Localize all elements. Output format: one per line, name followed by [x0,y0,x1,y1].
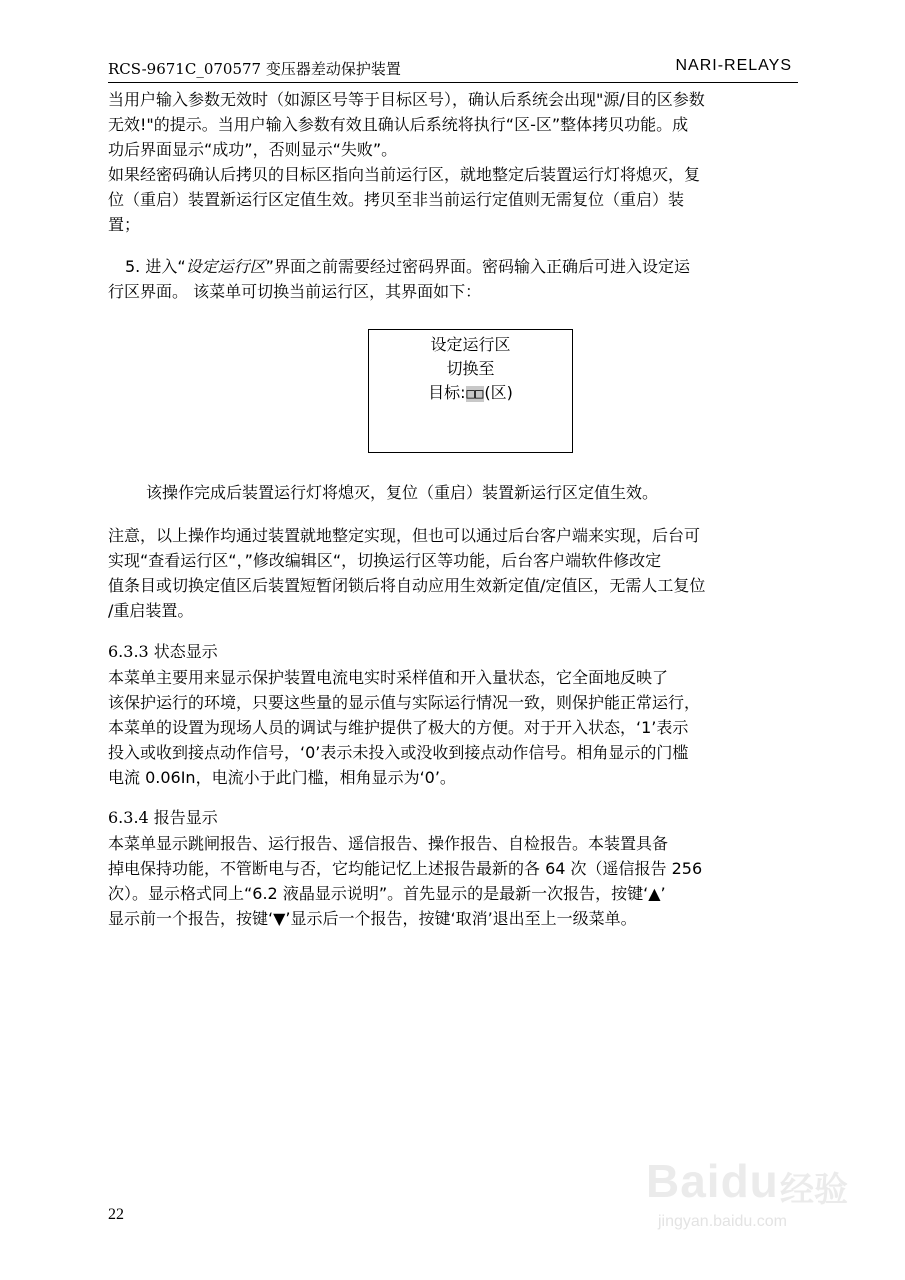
para1-line-3: 功后界面显示“成功”，否则显示“失败”。 [108,140,398,159]
sec634-line-1: 本菜单显示跳闸报告、运行报告、遥信报告、操作报告、自检报告。本装置具备 [108,834,669,853]
para1-line-2: 无效!"的提示。当用户输入参数有效且确认后系统将执行“区-区”整体拷贝功能。成 [108,115,689,134]
section-6-3-3-heading: 6.3.3 状态显示 [108,642,218,661]
para2-line-3: 置； [108,215,141,234]
sec633-line-3: 本菜单的设置为现场人员的调试与维护提供了极大的方便。对于开入状态，‘1’表示 [108,718,689,737]
item5-line-2: 行区界面。 该菜单可切换当前运行区，其界面如下： [108,282,482,301]
watermark-url: jingyan.baidu.com [658,1213,787,1230]
sec633-line-4: 投入或收到接点动作信号，‘0’表示未投入或没收到接点动作信号。相角显示的门槛 [108,743,689,762]
baidu-watermark [628,1140,858,1240]
note-line-3: 值条目或切换定值区后装置短暂闭锁后将自动应用生效新定值/定值区，无需人工复位 [108,576,706,595]
lcd-line-2: 切换至 [446,359,495,378]
lcd-title: 设定运行区 [430,335,511,354]
sec634-line-2: 掉电保持功能，不管断电与否，它均能记忆上述报告最新的各 64 次（遥信报告 256 [108,859,703,878]
watermark-jingyan-text: 经验 [780,1170,848,1210]
section-6-3-4-heading: 6.3.4 报告显示 [108,808,218,827]
lcd-target-row: 目标:□□(区) [428,383,513,402]
sec634-line-3: 次）。显示格式同上“6.2 液晶显示说明”。首先显示的是最新一次报告，按键‘▲’ [108,884,666,903]
header-document-title: RCS-9671C_070577 变压器差动保护装置 [108,60,401,78]
note-line-1: 注意，以上操作均通过装置就地整定实现，但也可以通过后台客户端来实现，后台可 [108,526,701,545]
item5-line-1: 5. 进入“设定运行区”界面之前需要经过密码界面。密码输入正确后可进入设定运 [125,257,690,276]
header-company: NARI-RELAYS [675,57,792,74]
para1-line-1: 当用户输入参数无效时（如源区号等于目标区号），确认后系统会出现"源/目的区参数 [108,90,705,109]
note-line-2: 实现“查看运行区“，”修改编辑区“，切换运行区等功能，后台客户端软件修改定 [108,551,662,570]
sec634-line-4: 显示前一个报告，按键‘▼’显示后一个报告，按键‘取消’退出至上一级菜单。 [108,909,637,928]
page-number: 22 [108,1206,124,1223]
page-header [108,56,798,83]
para2-line-1: 如果经密码确认后拷贝的目标区指向当前运行区，就地整定后装置运行灯将熄灭，复 [108,165,701,184]
para2-line-2: 位（重启）装置新运行区定值生效。拷贝至非当前运行定值则无需复位（重启）装 [108,190,685,209]
sec633-line-2: 该保护运行的环境，只要这些量的显示值与实际运行情况一致，则保护能正常运行， [108,693,701,712]
item5-italic-term: 设定运行区 [185,257,266,276]
para-after-lcd: 该操作完成后装置运行灯将熄灭，复位（重启）装置新运行区定值生效。 [146,483,659,502]
lcd-target-value: □□ [466,386,484,402]
baidu-logo: Baidu [646,1155,779,1207]
sec633-line-5: 电流 0.06In，电流小于此门槛，相角显示为‘0’。 [108,768,456,787]
note-line-4: /重启装置。 [108,601,194,620]
sec633-line-1: 本菜单主要用来显示保护装置电流电实时采样值和开入量状态，它全面地反映了 [108,668,669,687]
lcd-screen-box [368,329,573,453]
